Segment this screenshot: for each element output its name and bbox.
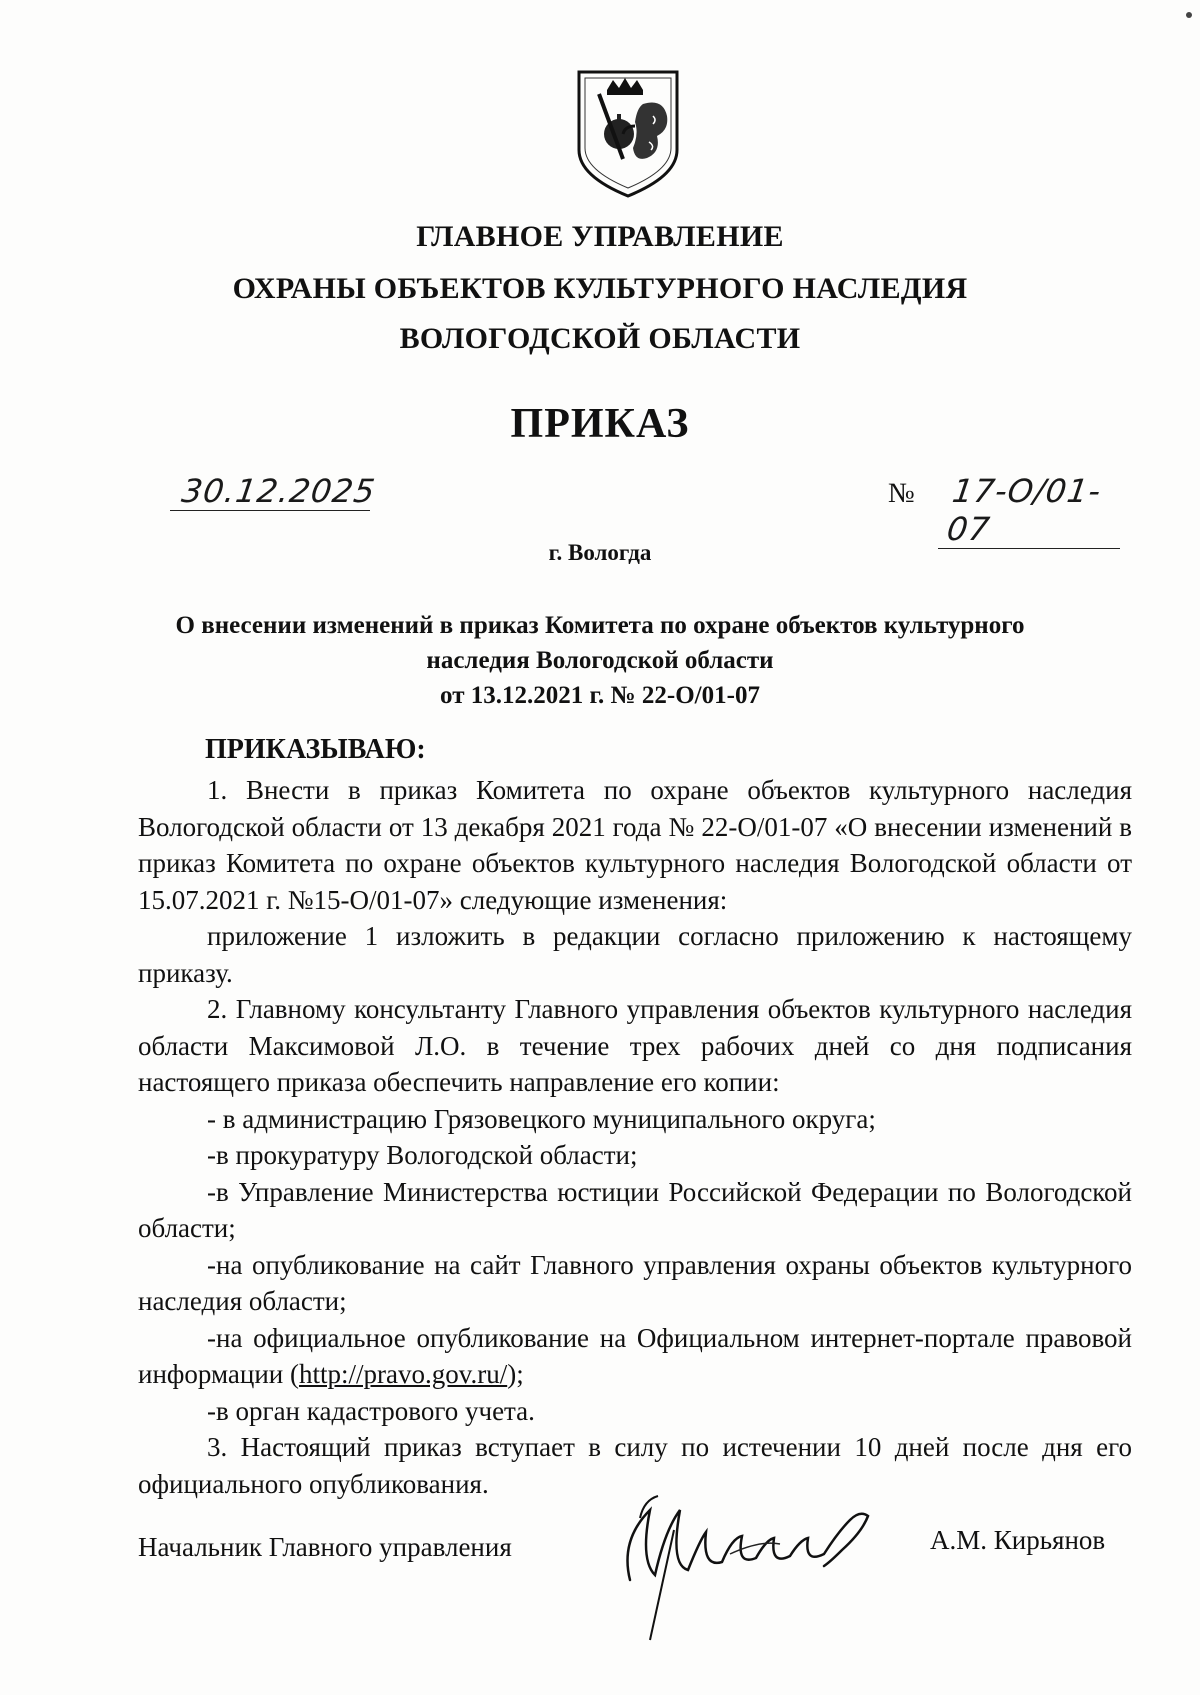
distribution-item-1: - в администрацию Грязовецкого муниципального округа; [207, 1103, 876, 1134]
handwritten-signature [610, 1470, 910, 1645]
order-date-field [170, 472, 378, 511]
city: г. Вологда [548, 540, 652, 565]
paragraph-2: 2. Главному консультанту Главного управления объектов культурного наследия области Максимовой Л.О. в течение трех рабочих дней со дня подписания настоящего приказа обеспечить направление его копии: [138, 994, 1132, 1097]
signatory-name: А.М. Кирьянов [930, 1525, 1106, 1555]
org-name-line-2: ОХРАНЫ ОБЪЕКТОВ КУЛЬТУРНОГО НАСЛЕДИЯ [232, 272, 968, 305]
paragraph-1-amendment: приложение 1 изложить в редакции согласно приложению к настоящему приказу. [138, 921, 1132, 988]
paragraph-1: 1. Внести в приказ Комитета по охране объектов культурного наследия Вологодской области от 13 декабря 2021 года № 22-О/01-07 «О внесении изменений в приказ Комитета по охране объектов культурного наследия Вологодской области от 15.07.2021 г. №15-О/01-07» следующие изменения: [138, 775, 1132, 915]
subject-line-1: О внесении изменений в приказ Комитета по охране объектов культурного [175, 612, 1025, 639]
number-sign: № [888, 478, 915, 509]
order-body [138, 772, 1132, 1502]
distribution-item-5-text: -на официальное опубликование на Официальном интернет-портале правовой информации ( [138, 1322, 1132, 1389]
org-name-line-1: ГЛАВНОЕ УПРАВЛЕНИЕ [416, 220, 784, 253]
distribution-item-4: -на опубликование на сайт Главного управления охраны объектов культурного наследия области; [138, 1249, 1132, 1316]
distribution-item-5-end: ); [507, 1359, 524, 1389]
org-name-line-3: ВОЛОГОДСКОЙ ОБЛАСТИ [399, 322, 801, 355]
subject-line-3: от 13.12.2021 г. № 22-О/01-07 [440, 682, 760, 709]
document-type-title: ПРИКАЗ [510, 401, 690, 447]
pravo-portal-link[interactable]: http://pravo.gov.ru/ [298, 1359, 508, 1389]
distribution-item-3: -в Управление Министерства юстиции Российской Федерации по Вологодской области; [138, 1176, 1132, 1243]
coat-of-arms-icon [573, 64, 683, 200]
distribution-item-5 [138, 1320, 1132, 1393]
order-heading: ПРИКАЗЫВАЮ: [205, 734, 426, 765]
signatory-title: Начальник Главного управления [138, 1532, 512, 1562]
distribution-item-2: -в прокуратуру Вологодской области; [207, 1140, 638, 1170]
paragraph-3: 3. Настоящий приказ вступает в силу по истечении 10 дней после дня его официального опубликования. [138, 1432, 1132, 1499]
order-date: 30.12.2025 [179, 472, 378, 510]
distribution-item-6: -в орган кадастрового учета. [207, 1395, 535, 1426]
scan-speck [1186, 12, 1192, 18]
subject-line-2: наследия Вологодской области [426, 647, 774, 674]
order-subject [120, 608, 1080, 713]
order-number: 17-О/01-07 [944, 472, 1104, 548]
order-number-line [938, 472, 1120, 549]
